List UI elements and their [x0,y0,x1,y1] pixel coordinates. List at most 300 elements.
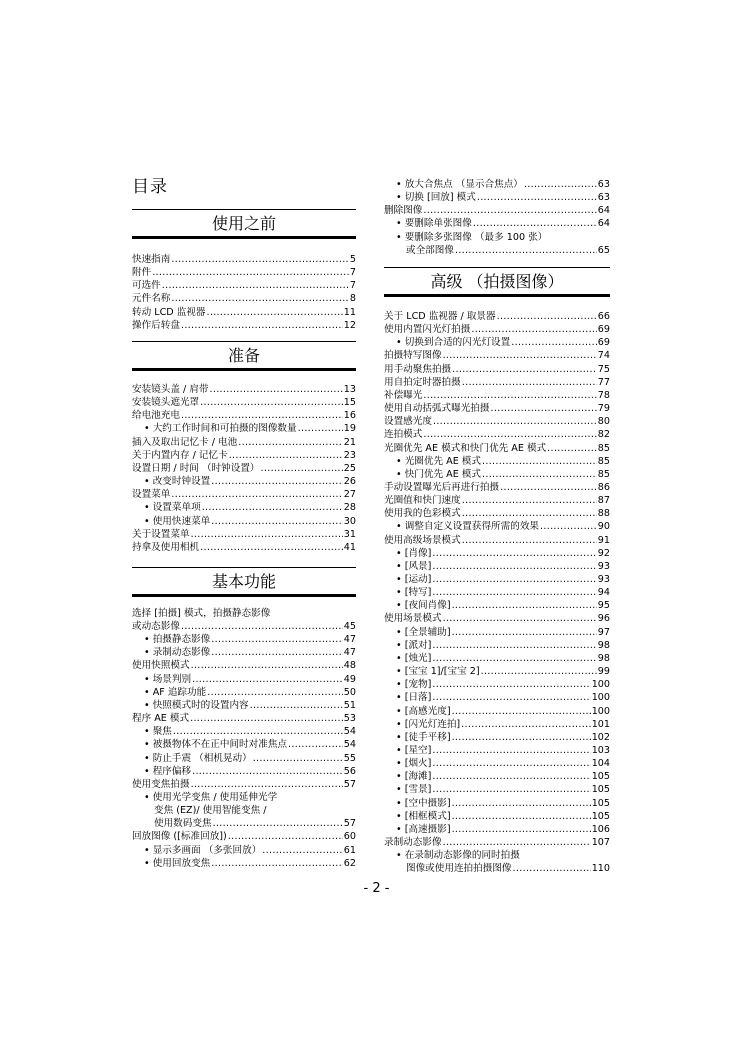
toc-entry-page: 97 [597,626,610,638]
toc-entry[interactable] [384,744,610,757]
toc-entry[interactable] [384,191,610,204]
toc-entry-title: • 录制动态影像 [144,647,211,659]
toc-entry-title: • 使用光学变焦 / 使用延伸光学 [144,791,278,803]
toc-entry-page: 99 [597,666,610,678]
toc-leader-dots [288,738,343,751]
toc-entry-title: 使用自动括弧式曝光拍摄 [384,403,490,415]
toc-entry-title: 删除图像 [384,205,423,217]
toc-leader-dots [432,757,590,770]
section-heading-advanced [384,267,610,297]
toc-entry-page: 96 [597,613,610,625]
toc-entry[interactable] [384,204,610,217]
toc-entry-page: 105 [591,771,610,783]
toc-entry-title: • 聚焦 [144,726,172,738]
toc-entry[interactable] [132,844,356,857]
toc-leader-dots [462,376,597,389]
toc-entry[interactable] [132,528,356,541]
toc-entry-page: 49 [343,673,356,685]
toc-entry[interactable] [132,857,356,870]
toc-entry[interactable] [132,541,356,554]
toc-leader-dots [432,744,590,757]
toc-entry-page: 85 [597,468,610,480]
toc-entry-page: 98 [597,639,610,651]
toc-entry-page: 41 [343,541,356,553]
toc-leader-dots [443,612,597,625]
toc-leader-dots [238,436,343,449]
toc-entry-title: 操作后转盘 [132,319,180,331]
toc-entry-page: 82 [597,429,610,441]
toc-entry-title: 程序 AE 模式 [132,713,190,725]
toc-entry-page: 21 [343,436,356,448]
toc-entry[interactable] [384,560,610,573]
toc-entry-title: 使用我的色彩模式 [384,508,461,520]
toc-entry-title: 附件 [132,267,152,279]
toc-entry[interactable] [384,389,610,402]
toc-entry-title: • [日落] [396,692,432,704]
toc-leader-dots [200,396,343,409]
toc-entry[interactable] [384,547,610,560]
toc-entry[interactable] [384,520,610,533]
toc-entry-title: 选择 [拍摄] 模式，拍摄静态影像 [132,608,271,619]
toc-entry[interactable] [132,449,356,462]
toc-entry-title: • 大约工作时间和可拍摄的图像数量 [144,423,297,435]
toc-leader-dots [482,468,597,481]
toc-leader-dots [513,862,591,875]
toc-entry-page: 7 [349,267,356,279]
toc-leader-dots [191,528,343,541]
toc-entry-page: 56 [343,765,356,777]
toc-leader-dots [432,639,596,652]
toc-entry-title: 设置感光度 [384,416,432,428]
toc-leader-dots [298,422,343,435]
toc-entry-page: 51 [343,699,356,711]
toc-entry-title: 拍摄特写图像 [384,350,442,362]
toc-entry-title: • [运动] [396,574,432,585]
toc-entry-page: 23 [343,449,356,461]
toc-entry-page: 77 [597,376,610,388]
toc-entry-page: 54 [343,726,356,738]
toc-title: 目录 [132,177,168,197]
toc-leader-dots [211,633,343,646]
toc-entry[interactable] [384,442,610,455]
toc-entry[interactable] [384,626,610,639]
toc-entry[interactable] [132,436,356,449]
toc-entry[interactable] [384,507,610,520]
toc-leader-dots [210,383,343,396]
toc-leader-dots [481,665,597,678]
toc-entry-page: 63 [597,179,610,190]
toc-leader-dots [171,253,349,266]
toc-entry[interactable] [132,279,356,292]
toc-entry[interactable] [132,266,356,279]
toc-entry-page: 69 [597,324,610,336]
toc-leader-dots [181,319,343,332]
toc-entry[interactable] [384,310,610,323]
toc-entry-title: • 显示多画面 （多张回放） [144,844,262,856]
toc-entry[interactable] [384,823,610,836]
toc-entry[interactable] [132,646,356,659]
toc-entry-title: • [星空] [396,744,432,756]
toc-entry[interactable] [132,488,356,501]
toc-entry-title: • 放大合焦点 （显示合焦点） [396,179,523,190]
toc-entry[interactable] [384,376,610,389]
toc-entry-page: 90 [597,521,610,533]
toc-leader-dots [190,712,343,725]
toc-entry-title: • 设置菜单项 [144,502,201,514]
toc-entry-page: 47 [343,634,356,646]
toc-entry-title: • 快门优先 AE 模式 [396,468,481,480]
toc-entry[interactable] [384,468,610,481]
toc-leader-dots [262,844,342,857]
toc-entry-title: 手动设置曝光后再进行拍摄 [384,481,500,493]
toc-entry[interactable] [384,678,610,691]
toc-entry-title: 元件名称 [132,293,171,305]
toc-entry-page: 102 [591,731,610,743]
toc-entry-page: 50 [343,686,356,698]
toc-leader-dots [477,191,597,204]
toc-leader-dots [452,705,591,718]
toc-entry-page: 8 [349,293,356,305]
toc-entry[interactable] [132,292,356,305]
toc-entry-page: 61 [343,844,356,856]
toc-entry[interactable] [384,494,610,507]
toc-entry[interactable] [132,409,356,422]
toc-entry-page: 78 [597,389,610,401]
toc-entry-title: • 切换到合适的闪光灯设置 [396,337,511,349]
toc-entry[interactable] [132,396,356,409]
toc-entry-title: 或全部图像 [406,244,454,256]
toc-leader-dots [461,718,591,731]
toc-entry-page: 100 [591,692,610,704]
toc-leader-dots [213,817,343,830]
toc-entry-page: 55 [343,752,356,764]
toc-entry[interactable] [132,515,356,528]
toc-entry-title: 给电池充电 [132,410,180,422]
toc-entry-page: 64 [597,205,610,217]
toc-entry-page: 53 [343,713,356,725]
toc-entry[interactable] [384,612,610,625]
toc-leader-dots [462,507,597,520]
toc-entry-page: 104 [591,758,610,770]
toc-entry[interactable] [132,462,356,475]
toc-entry-title: • [宠物] [396,679,432,691]
toc-entry-page: 16 [343,410,356,422]
section-heading-text: 高级 （拍摄图像） [430,272,564,291]
toc-leader-dots [173,725,343,738]
toc-leader-dots [211,515,343,528]
toc-entry[interactable] [132,752,356,765]
toc-leader-dots [229,449,343,462]
toc-entry-title: 快速指南 [132,254,171,265]
toc-entry-title: 回放图像 ([标准回放]) [132,831,227,843]
toc-entry[interactable] [132,383,356,396]
toc-entry[interactable] [384,599,610,612]
toc-entry-page: 107 [591,837,610,848]
toc-leader-dots [482,455,597,468]
toc-entry[interactable] [132,765,356,778]
toc-entry-page: 31 [343,528,356,540]
toc-leader-dots [250,699,343,712]
toc-entry-title: 使用变焦拍摄 [132,778,190,790]
toc-entry[interactable] [132,673,356,686]
toc-entry-page: 25 [343,462,356,474]
toc-entry-page: 100 [591,679,610,691]
toc-entry-title: 录制动态影像 [384,837,442,848]
toc-entry-title: • 拍摄静态影像 [144,634,211,646]
toc-leader-dots [432,770,590,783]
toc-entry[interactable] [384,691,610,704]
toc-entry-title: • 快照模式时的设置内容 [144,699,249,711]
toc-entry-page: 94 [597,587,610,599]
toc-entry[interactable] [132,620,356,633]
toc-leader-dots [452,810,591,823]
toc-entry[interactable] [384,665,610,678]
toc-leader-dots [443,836,591,849]
toc-leader-dots [452,363,597,376]
toc-entry-page: 80 [597,416,610,428]
toc-leader-dots [452,823,591,836]
toc-entry[interactable] [132,306,356,319]
toc-entry-title: • 光圈优先 AE 模式 [396,455,481,467]
toc-entry-title: • [烟火] [396,758,432,770]
toc-entry-title: • [空中摄影] [396,797,451,809]
toc-leader-dots [191,659,343,672]
toc-entry[interactable] [384,534,610,547]
toc-leader-dots [211,857,343,870]
toc-entry-page: 93 [597,560,610,572]
toc-entry[interactable] [384,323,610,336]
toc-entry-title: • [高感光度] [396,705,451,717]
toc-entry-page: 92 [597,547,610,559]
toc-entry-page: 79 [597,403,610,415]
toc-leader-dots [432,652,596,665]
toc-leader-dots [432,783,590,796]
toc-entry[interactable] [132,712,356,725]
toc-entry-title: • [雪景] [396,784,432,796]
toc-entry-title: • [夜间肖像] [396,600,451,612]
toc-entry-title: • [闪光灯连拍] [396,718,461,730]
toc-entry-title: 用手动聚焦拍摄 [384,363,452,375]
toc-leader-dots [192,673,343,686]
toc-entry[interactable] [132,501,356,514]
toc-leader-dots [207,686,343,699]
toc-entry-page: 28 [343,502,356,514]
toc-entry[interactable] [384,336,610,349]
toc-entry-page: 65 [597,244,610,256]
toc-leader-dots [432,573,596,586]
toc-entry-page: 5 [349,254,356,265]
toc-entry[interactable] [132,253,356,266]
toc-entry[interactable] [384,402,610,415]
toc-entry-title: 安装镜头盖 / 肩带 [132,384,209,395]
toc-entry-page: 69 [597,337,610,349]
toc-entry[interactable] [132,699,356,712]
toc-entry[interactable] [384,718,610,731]
toc-entry-title: • 程序偏移 [144,765,192,777]
toc-entry[interactable] [132,817,356,830]
toc-entry-title: • 要删除多张图像 （最多 100 张） [396,231,548,243]
toc-entry[interactable] [132,778,356,791]
toc-entry-title: 变焦 (EZ)/ 使用智能变焦 / [154,805,267,817]
toc-entry-page: 48 [343,660,356,672]
toc-entry-title: • AF 追踪功能 [144,686,207,698]
toc-entry-title: • [风景] [396,560,432,572]
toc-leader-dots [540,520,597,533]
toc-entry[interactable] [384,586,610,599]
toc-entry[interactable] [384,363,610,376]
toc-entry-title: • 调整自定义设置获得所需的效果 [396,521,540,533]
toc-entry[interactable] [384,810,610,823]
toc-entry[interactable] [384,783,610,796]
toc-entry[interactable] [132,659,356,672]
toc-leader-dots [443,349,597,362]
toc-entry-page: 15 [343,397,356,409]
toc-entry-page: 13 [343,384,356,395]
toc-entry-title: • [肖像] [396,547,432,559]
toc-entry-title: • 要删除单张图像 [396,218,472,230]
toc-leader-dots [432,678,590,691]
toc-entry[interactable] [384,178,610,191]
toc-leader-dots [547,442,597,455]
toc-entry-page: 62 [343,857,356,869]
toc-entry[interactable] [384,797,610,810]
toc-leader-dots [462,534,597,547]
toc-entry-title: 使用高级场景模式 [384,534,461,546]
toc-leader-dots [433,415,597,428]
toc-entry-title: • 防止手震 （相机晃动） [144,752,252,764]
toc-entry[interactable] [384,349,610,362]
toc-entry[interactable] [384,757,610,770]
toc-entry[interactable] [384,573,610,586]
toc-entry[interactable] [132,475,356,488]
toc-entry[interactable] [132,633,356,646]
toc-entry-page: 19 [343,423,356,435]
toc-entry[interactable] [384,705,610,718]
toc-entry-title: 或动态影像 [132,621,180,632]
toc-entry-title: 插入及取出记忆卡 / 电池 [132,436,238,448]
toc-leader-dots [452,599,597,612]
page-number: - 2 - [363,881,390,896]
toc-leader-dots [471,323,596,336]
toc-leader-dots [207,306,343,319]
toc-entry[interactable] [132,422,356,435]
toc-entry-page: 85 [597,455,610,467]
toc-entry-page: 30 [343,515,356,527]
toc-entry[interactable] [384,217,610,230]
toc-entry[interactable] [384,862,610,875]
toc-entry[interactable] [384,244,610,257]
toc-entry-page: 86 [597,481,610,493]
toc-entry[interactable] [384,770,610,783]
toc-entry-page: 110 [591,863,610,875]
toc-entry-page: 26 [343,476,356,488]
toc-entry-title: 光圈值和快门速度 [384,495,461,507]
toc-entry[interactable] [384,652,610,665]
toc-entry-title: • 场景判别 [144,673,192,685]
toc-leader-dots [202,501,343,514]
toc-entry-title: • [派对] [396,639,432,651]
section-heading-before-use [132,209,356,239]
toc-entry-page: 7 [349,280,356,292]
toc-entry[interactable] [384,481,610,494]
toc-entry-page: 106 [591,823,610,835]
toc-leader-dots [455,244,597,257]
toc-entry-page: 75 [597,363,610,375]
toc-leader-dots [432,691,590,704]
toc-entry-title: • 被摄物体不在正中间时对准焦点 [144,739,288,751]
toc-leader-dots [497,310,597,323]
toc-entry-title: 补偿曝光 [384,389,423,401]
toc-entry-title: • [高速摄影] [396,823,451,835]
toc-entry-page: 91 [597,534,610,546]
toc-entry[interactable] [384,415,610,428]
toc-leader-dots [452,626,597,639]
toc-entry-title: 设置日期 / 时间 （时钟设置） [132,462,260,474]
toc-entry[interactable] [132,830,356,843]
toc-entry-page: 87 [597,495,610,507]
toc-entry-title: • [徒手平移] [396,731,451,743]
toc-entry[interactable] [384,639,610,652]
toc-entry-title: • 改变时钟设置 [144,476,211,488]
toc-leader-dots [200,541,343,554]
toc-leader-dots [432,560,596,573]
toc-entry[interactable] [384,455,610,468]
toc-leader-dots [524,178,597,191]
toc-entry[interactable] [384,428,610,441]
toc-entry[interactable] [132,686,356,699]
toc-leader-dots [162,279,349,292]
toc-entry-page: 105 [591,797,610,809]
toc-entry-title: 使用场景模式 [384,613,442,625]
toc-leader-dots [261,462,343,475]
toc-leader-dots [491,402,597,415]
toc-entry-page: 85 [597,442,610,454]
toc-leader-dots [191,778,343,791]
toc-entry-page: 63 [597,192,610,204]
toc-entry-title: 转动 LCD 监视器 [132,306,206,318]
toc-entry[interactable] [132,725,356,738]
toc-entry-title: 图像或使用连拍拍摄图像 [406,863,512,875]
toc-leader-dots [462,494,597,507]
toc-leader-dots [432,547,596,560]
toc-entry[interactable] [132,319,356,332]
toc-entry-page: 105 [591,784,610,796]
toc-leader-dots [171,488,342,501]
toc-entry-title: 光圈优先 AE 模式和快门优先 AE 模式 [384,442,547,454]
toc-entry[interactable] [384,731,610,744]
toc-leader-dots [211,646,343,659]
toc-entry-title: • [相框模式] [396,810,451,822]
toc-entry-title: 使用快照模式 [132,660,190,672]
toc-entry-page: 47 [343,647,356,659]
toc-entry-page: 100 [591,705,610,717]
toc-entry[interactable] [384,836,610,849]
toc-entry-page: 66 [597,311,610,322]
toc-entry-title: 关于 LCD 监视器 / 取景器 [384,311,496,322]
toc-entry[interactable] [132,738,356,751]
section-heading-prep [132,341,356,371]
toc-entry-page: 88 [597,508,610,520]
toc-entry-title: 持拿及使用相机 [132,541,200,553]
toc-entry-page: 64 [597,218,610,230]
toc-entry-title: 使用数码变焦 [154,818,212,830]
toc-leader-dots [228,830,343,843]
toc-entry-title: 可选件 [132,280,161,292]
toc-entry-page: 27 [343,489,356,501]
toc-entry-title: • [特写] [396,587,432,599]
toc-entry-page: 95 [597,600,610,612]
toc-leader-dots [473,217,597,230]
